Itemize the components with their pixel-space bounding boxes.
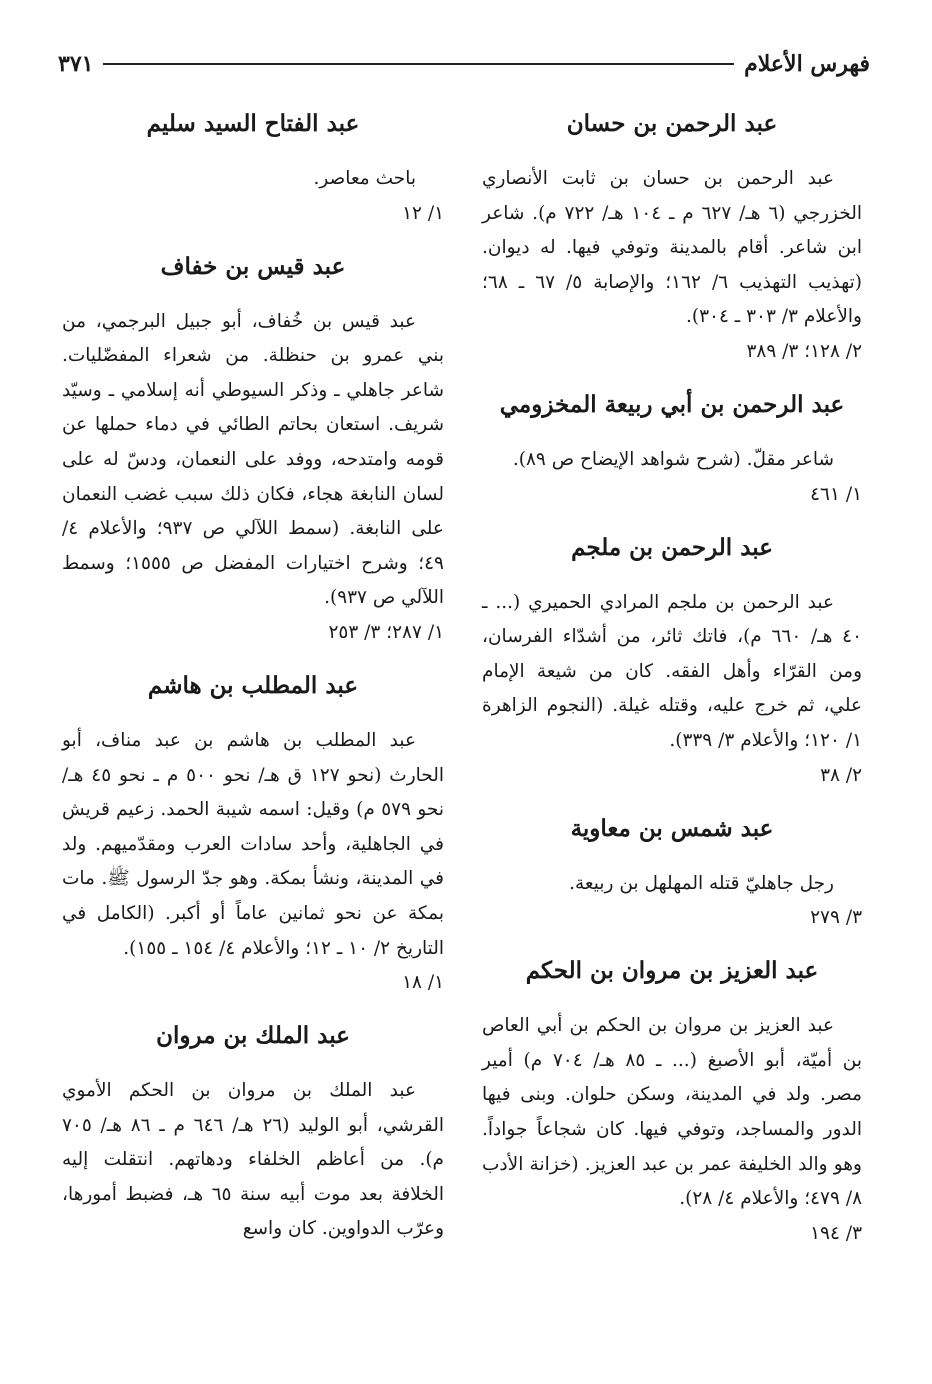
entry-heading: عبد الرحمن بن ملجم — [571, 533, 773, 561]
entry-body: عبد المطلب بن هاشم بن عبد مناف، أبو الحارث (نحو ١٢٧ ق هـ/ نحو ٥٠٠ م ـ نحو ٤٥ هـ/ نحو ٥٧٩ م) وقيل: اسمه شيبة الحمد. زعيم قريش في الجاهلية، وأحد سادات العرب ومقدّميهم. ولد في المدينة، ونشأ بمكة. وهو جدّ الرسول ﷺ. مات بمكة عن نحو ثمانين عاماً أو أكبر. (الكامل في التاريخ ٢/ ١٠ ـ ١٢؛ والأعلام ٤/ ١٥٤ ـ ١٥٥). — [62, 729, 445, 959]
entry — [62, 666, 444, 1000]
entry-heading: عبد قيس بن خفاف — [160, 252, 346, 280]
entry-body: عبد الرحمن بن حسان بن ثابت الأنصاري الخزرجي (٦ هـ/ ٦٢٧ م ـ ١٠٤ هـ/ ٧٢٢ م). شاعر ابن شاعر. أقام بالمدينة وتوفي فيها. له ديوان. (تهذيب التهذيب ٦/ ١٦٢؛ والإصابة ٥/ ٦٧ ـ ٦٨؛ والأعلام ٣/ ٣٠٣ ـ ٣٠٤). — [482, 168, 862, 328]
entry-heading: عبد الفتاح السيد سليم — [146, 110, 360, 137]
entry-reference: ١/ ١٨ — [402, 972, 444, 994]
entry-body: عبد العزيز بن مروان بن الحكم بن أبي العاص بن أميّة، أبو الأصبغ (... ـ ٨٥ هـ/ ٧٠٤ م) أمير مصر. ولد في المدينة، وسكن حلوان. وبنى فيها الدور والمساجد، وتوفي فيها. كان شجاعاً جواداً. وهو والد الخليفة عمر بن عبد العزيز. (خزانة الأدب ٨/ ٤٧٩؛ والأعلام ٤/ ٢٨). — [482, 1015, 863, 1210]
entry-body: عبد الرحمن بن ملجم المرادي الحميري (... ـ ٤٠ هـ/ ٦٦٠ م)، فاتك ثائر، من أشدّاء الفرسان، ومن القرّاء وأهل الفقه. كان من شيعة الإمام علي، ثم خرج عليه، وقتله غيلة. (النجوم الزاهرة ١/ ١٢٠؛ والأعلام ٣/ ٣٣٩). — [482, 591, 863, 751]
entry — [482, 809, 862, 936]
entry — [482, 104, 862, 369]
entry-reference: ١/ ٤٦١ — [810, 483, 862, 505]
entry-heading: عبد الرحمن بن حسان — [566, 110, 778, 137]
entry-heading: عبد المطلب بن هاشم — [147, 671, 359, 699]
entry-reference: ٢/ ١٢٨؛ ٣/ ٣٨٩ — [746, 340, 862, 362]
entry — [482, 951, 862, 1251]
running-title: فهرس الأعلام — [744, 51, 870, 77]
left-column — [62, 100, 444, 1263]
entry — [482, 385, 862, 512]
entry-reference: ٣/ ١٩٤ — [810, 1222, 862, 1244]
header-rule — [103, 63, 734, 65]
entry-body: عبد الملك بن مروان بن الحكم الأموي القرشي، أبو الوليد (٢٦ هـ/ ٦٤٦ م ـ ٨٦ هـ/ ٧٠٥ م). من أعاظم الخلفاء ودهاتهم. انتقلت إليه الخلافة بعد موت أبيه سنة ٦٥ هـ، فضبط أمورها، وعرّب الدواوين. كان واسع — [62, 1080, 445, 1240]
page-number: ٣٧١ — [58, 51, 94, 77]
entry — [482, 528, 862, 793]
entry-heading: عبد العزيز بن مروان بن الحكم — [525, 957, 819, 985]
entry-heading: عبد شمس بن معاوية — [570, 814, 774, 842]
page-header — [58, 46, 870, 82]
entry-reference: ٢/ ٣٨ — [820, 764, 862, 786]
entry-heading: عبد الرحمن بن أبي ربيعة المخزومي — [499, 390, 845, 418]
entry — [62, 1016, 444, 1247]
entry — [62, 247, 444, 650]
right-column — [482, 100, 862, 1267]
entry-body: شاعر مقلّ. (شرح شواهد الإيضاح ص ٨٩). — [512, 448, 834, 470]
entry-body: باحث معاصر. — [313, 168, 416, 189]
entry-body: رجل جاهليّ قتله المهلهل بن ربيعة. — [569, 872, 834, 894]
entry — [62, 104, 444, 231]
entry-reference: ١/ ٢٨٧؛ ٣/ ٢٥٣ — [328, 621, 444, 643]
entry-reference: ٣/ ٢٧٩ — [810, 907, 862, 929]
entry-reference: ١/ ١٢ — [402, 202, 444, 224]
entry-heading: عبد الملك بن مروان — [156, 1022, 350, 1050]
entry-body: عبد قيس بن خُفاف، أبو جبيل البرجمي، من بني عمرو بن حنظلة. من شعراء المفضّليات. شاعر جاهلي ـ وذكر السيوطي أنه إسلامي ـ وسيّد شريف. استعان بحاتم الطائي في دماء حملها عن قومه وامتدحه، ووفد على النعمان، ودسّ له على لسان النابغة هجاء، فكان ذلك سبب غضب النعمان على النابغة. (سمط اللآلي ص ٩٣٧؛ والأعلام ٤/ ٤٩؛ وشرح اختيارات المفضل ص ١٥٥٥؛ وسمط اللآلي ص ٩٣٧). — [62, 310, 444, 609]
